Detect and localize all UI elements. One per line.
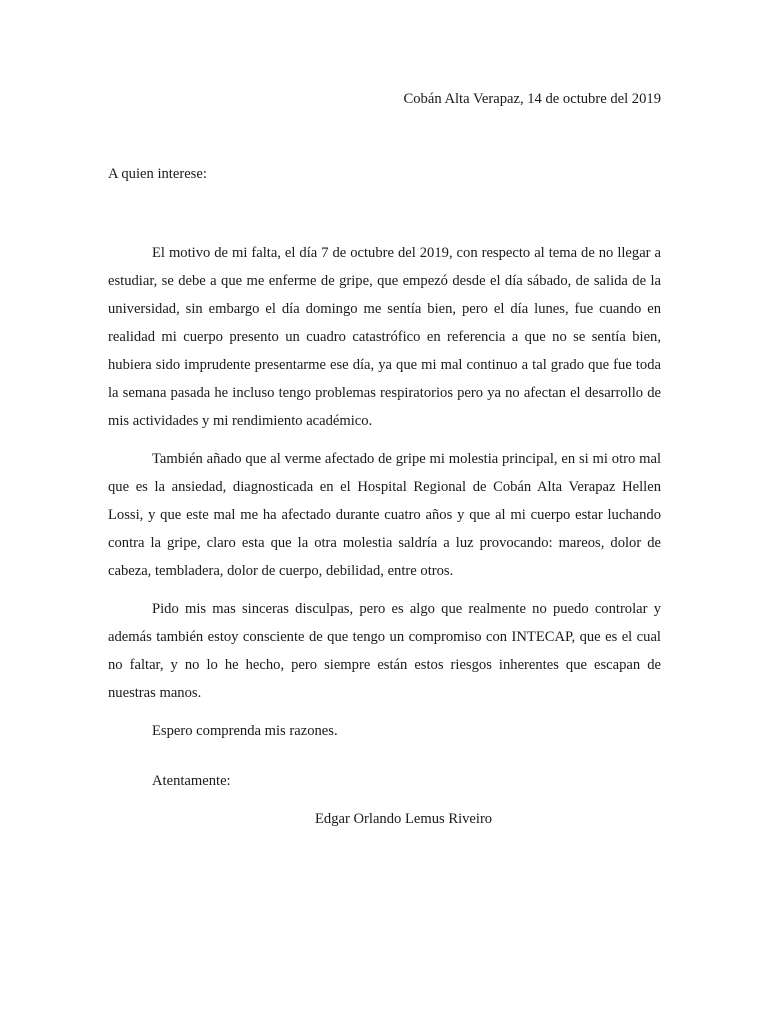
signature-name: Edgar Orlando Lemus Riveiro [315, 811, 493, 827]
salutation: A quien interese: [108, 166, 207, 182]
letter-body [108, 239, 661, 745]
paragraph-absence-reason: El motivo de mi falta, el día 7 de octubre del 2019, con respecto al tema de no llegar a estudiar, se debe a que me enferme de gripe, que empezó desde el día sábado, de salida de la universidad, sin embargo el día domingo me sentía bien, pero el día lunes, fue cuando en realidad mi cuerpo presento un cuadro catastrófico en referencia a que no se sentía bien, hubiera sido imprudente presentarme ese día, ya que mi mal continuo a tal grado que fue toda la semana pasada he incluso tengo problemas respiratorios pero ya no afectan el desarrollo de mis actividades y mi rendimiento académico. [108, 245, 661, 429]
paragraph-anxiety: También añado que al verme afectado de gripe mi molestia principal, en si mi otro mal que es la ansiedad, diagnosticada en el Hospital Regional de Cobán Alta Verapaz Hellen Lossi, y que este mal me ha afectado durante cuatro años y que al mi cuerpo estar luchando contra la gripe, claro esta que la otra molestia saldría a luz provocando: mareos, dolor de cabeza, tembladera, dolor de cuerpo, debilidad, entre otros. [108, 451, 661, 579]
paragraph-hope: Espero comprenda mis razones. [152, 723, 338, 739]
closing: Atentamente: [152, 773, 231, 789]
paragraph-apology: Pido mis mas sinceras disculpas, pero es algo que realmente no puedo controlar y además también estoy consciente de que tengo un compromiso con INTECAP, que es el cual no faltar, y no lo he hecho, pero siempre están estos riesgos inherentes que escapan de nuestras manos. [108, 601, 661, 701]
date-line: Cobán Alta Verapaz, 14 de octubre del 2019 [403, 91, 661, 107]
